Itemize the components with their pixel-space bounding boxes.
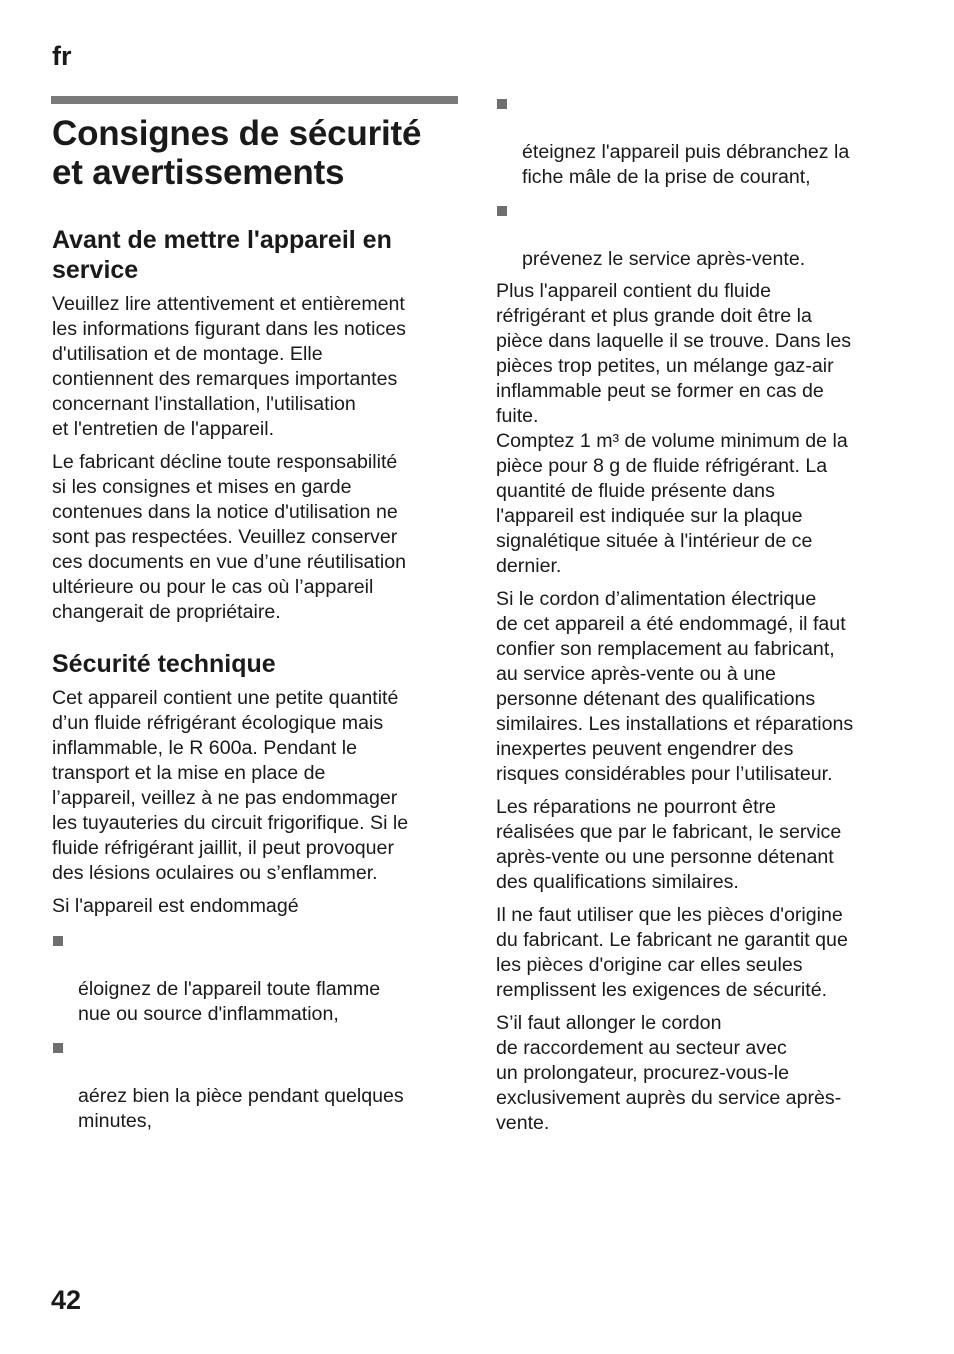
list-item — [496, 197, 904, 272]
list-item-text: éteignez l'appareil puis débranchez la fiche mâle de la prise de courant, — [522, 141, 850, 188]
section-heading-before-use: Avant de mettre l'appareil en service — [52, 226, 392, 284]
paragraph-read-instructions: Veuillez lire attentivement et entièrement les informations figurant dans les notices d'utilisation et de montage. Elle contiennent des remarques importantes concernant l'installation, l'utilisation et l'entretien de l'appareil. — [52, 293, 406, 440]
paragraph-room-size: Plus l'appareil contient du fluide réfrigérant et plus grande doit être la pièce dans laquelle il se trouve. Dans les pièces trop petites, un mélange gaz-air inflammable peut se former en cas de fuite. — [496, 280, 852, 427]
list-item — [496, 90, 904, 190]
paragraph-power-cord: Si le cordon d’alimentation électrique de cet appareil a été endommagé, il faut confier son remplacement au fabricant, au service après-vente ou à une personne détenant des qualifications similaires. Les installations et réparations inexpertes peuvent engendrer des risques considérables pour l’utilisateur. — [496, 588, 854, 785]
paragraph-if-damaged: Si l'appareil est endommagé — [52, 895, 299, 917]
paragraph-original-parts: Il ne faut utiliser que les pièces d'origine du fabricant. Le fabricant ne garantit que les pièces d'origine car elles seules remplissent les exigences de sécurité. — [496, 904, 848, 1001]
paragraph-extension-cord: S’il faut allonger le cordon de raccordement au secteur avec un prolongateur, procurez-vous-le exclusivement auprès du service après- vente. — [496, 1012, 842, 1134]
paragraph-volume: Comptez 1 m³ de volume minimum de la pièce pour 8 g de fluide réfrigérant. La quantité de fluide présente dans l'appareil est indiquée sur la plaque signalétique située à l'intérieur de ce dernier. — [496, 430, 848, 577]
damage-steps-list-continued — [496, 90, 904, 272]
paragraph-repairs: Les réparations ne pourront être réalisées que par le fabricant, le service après-vente ou une personne détenant des qualifications similaires. — [496, 796, 842, 893]
damage-steps-list — [52, 927, 458, 1134]
square-bullet-icon — [53, 936, 63, 946]
page-number: 42 — [51, 1285, 82, 1315]
list-item-text: aérez bien la pièce pendant quelques minutes, — [78, 1085, 404, 1132]
page-title: Consignes de sécurité et avertissements — [52, 114, 422, 192]
square-bullet-icon — [497, 99, 507, 109]
right-column — [496, 90, 904, 1144]
paragraph-liability: Le fabricant décline toute responsabilité si les consignes et mises en garde contenues dans la notice d'utilisation ne sont pas respectées. Veuillez conserver ces documents en vue d’une réutilisation ultérieure ou pour le cas où l’appareil changerait de propriétaire. — [52, 451, 406, 623]
list-item-text: prévenez le service après-vente. — [522, 248, 806, 270]
square-bullet-icon — [497, 206, 507, 216]
left-column — [52, 114, 458, 1141]
list-item-text: éloignez de l'appareil toute flamme nue ou source d'inflammation, — [78, 978, 381, 1025]
list-item — [52, 927, 458, 1027]
list-item — [52, 1034, 458, 1134]
title-rule — [51, 96, 458, 104]
paragraph-refrigerant: Cet appareil contient une petite quantité d’un fluide réfrigérant écologique mais inflammable, le R 600a. Pendant le transport et la mise en place de l’appareil, veillez à ne pas endommager les tuyauteries du circuit frigorifique. Si le fluide réfrigérant jaillit, il peut provoquer des lésions oculaires ou s’enflammer. — [52, 687, 409, 884]
language-tag: fr — [52, 41, 72, 71]
square-bullet-icon — [53, 1043, 63, 1053]
section-heading-technical-safety: Sécurité technique — [52, 650, 276, 678]
